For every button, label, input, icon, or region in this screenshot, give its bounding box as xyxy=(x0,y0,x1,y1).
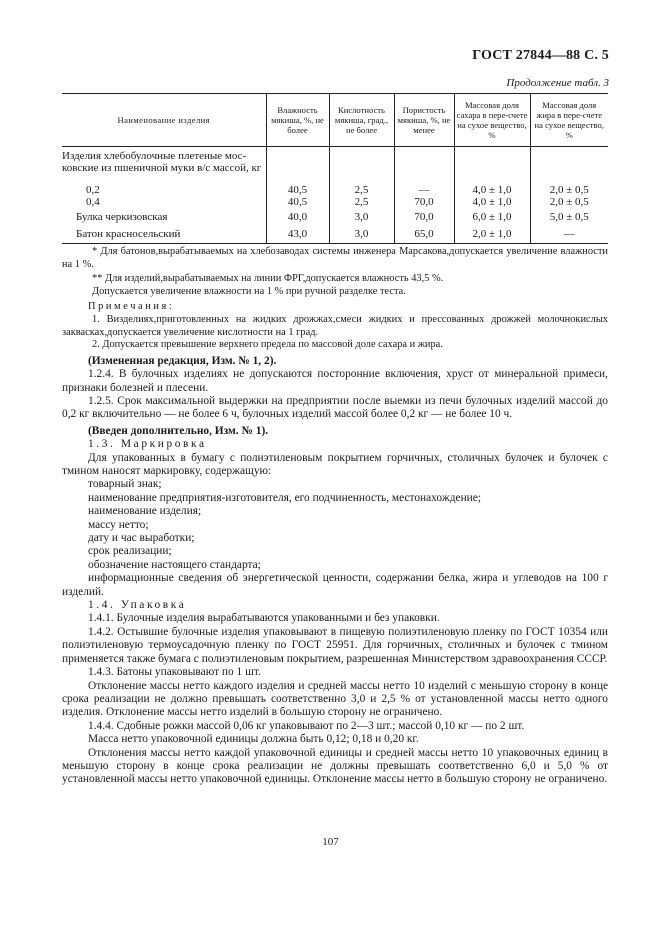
table-cell: 4,0 ± 1,0 xyxy=(454,176,530,196)
table-cell: 40,5 xyxy=(266,176,329,196)
list-item: срок реализации; xyxy=(88,545,172,558)
standard-header: ГОСТ 27844—88 С. 5 xyxy=(472,48,609,63)
column-header: Массовая доля сахара в пере-счете на сухое вещество, % xyxy=(454,94,530,147)
table-cell: 6,0 ± 1,0 xyxy=(454,208,530,223)
table-cell xyxy=(329,147,394,177)
table-row xyxy=(62,196,608,208)
paragraph: 1.4.4. Сдобные рожки массой 0,06 кг упаковывают по 2—3 шт.; массой 0,10 кг — по 2 шт. xyxy=(88,719,525,732)
paragraph: 1.2.4. В булочных изделиях не допускаются посторонние включения, хруст от минеральной примеси, признаки болезней и плесени. xyxy=(62,368,608,394)
paragraph: 1.2.5. Срок максимальной выдержки на предприятии после выемки из печи булочных изделий массой до 0,2 кг включительно — не более 6 ч, булочных изделий массой более 0,2 кг — не более 10 ч. xyxy=(62,394,608,421)
table-cell: 70,0 xyxy=(394,208,454,223)
note-item: 1. Визделиях,приготовленных на жидких дрожжах,смеси жидких и прессованных дрожжей молочнокислых заквасках,допускается увеличение кислотности на 1 град. xyxy=(62,313,608,338)
footnote: * Для батонов,вырабатываемых на хлебозаводах системы инженера Марсакова,допускается увеличение влажности на 1 %. xyxy=(62,246,608,270)
list-item: обозначение настоящего стандарта; xyxy=(88,558,261,571)
paragraph: 1.4.3. Батоны упаковывают по 1 шт. xyxy=(88,666,261,679)
table-cell: 2,5 xyxy=(329,196,394,208)
table-row xyxy=(62,147,608,177)
table-row xyxy=(62,176,608,196)
table-cell: Изделия хлебобулочные плетеные мос-ковские из пшеничной муки в/с массой, кг xyxy=(62,150,262,174)
list-item: информационные сведения об энергетической ценности, содержании белка, жира и углеводов на 100 г изделий. xyxy=(62,572,608,598)
column-header: Массовая доля жира в пере-счете на сухое вещество, % xyxy=(530,94,608,147)
table-cell: 2,5 xyxy=(329,176,394,196)
column-header: Кислотность мякиша, град., не более xyxy=(329,94,394,147)
note-item: 2. Допускается превышение верхнего предела по массовой доле сахара и жира. xyxy=(92,339,443,351)
table-cell: 2,0 ± 0,5 xyxy=(530,176,608,196)
list-item: наименование изделия; xyxy=(88,505,202,518)
paragraph: Для упакованных в бумагу с полиэтиленовым покрытием горчичных, столичных булочек и булочек с тмином наносят маркировку, содержащую: xyxy=(62,451,608,477)
section-heading: 1.4. Упаковка xyxy=(88,599,187,612)
table-cell: Булка черкизовская xyxy=(76,211,168,223)
table-cell: 40,0 xyxy=(266,208,329,223)
properties-table xyxy=(62,93,608,244)
table-row xyxy=(62,223,608,244)
table-cell: — xyxy=(530,223,608,244)
list-item: массу нетто; xyxy=(88,518,149,531)
footnote: ** Для изделий,вырабатываемых на линии ФРГ,допускается влажность 43,5 %. xyxy=(92,273,444,285)
table-cell: 3,0 xyxy=(329,223,394,244)
list-item: наименование предприятия-изготовителя, его подчиненность, местонахождение; xyxy=(88,491,481,504)
table-cell: 5,0 ± 0,5 xyxy=(530,208,608,223)
column-header: Влажность мякиша, %, не более xyxy=(266,94,329,147)
table-header-row xyxy=(62,94,608,147)
table-cell: 70,0 xyxy=(394,196,454,208)
table-cell: 4,0 ± 1,0 xyxy=(454,196,530,208)
notes-title: Примечания: xyxy=(88,301,175,313)
table-cell: 65,0 xyxy=(394,223,454,244)
table-cell xyxy=(394,147,454,177)
page-number: 107 xyxy=(322,836,339,848)
table-cell xyxy=(266,147,329,177)
table-row xyxy=(62,208,608,223)
table-cell: 40,5 xyxy=(266,196,329,208)
list-item: товарный знак; xyxy=(88,478,162,491)
column-header: Наименование изделия xyxy=(62,94,266,147)
paragraph: 1.4.2. Остывшие булочные изделия упаковывают в пищевую полиэтиленовую пленку по ГОСТ 10354 или полиэтиленовую термоусадочную пленку по ГОСТ 25951. Для горчичных, столичных и булочек с тмином применяется также бумага с полиэтиленовым покрытием, разрешенная Министерством здравоохранения СССР. xyxy=(62,625,608,665)
section-heading: 1.3. Маркировка xyxy=(88,438,207,451)
table-cell: 3,0 xyxy=(329,208,394,223)
column-header: Пористость мякиша, %, не менее xyxy=(394,94,454,147)
table-cell xyxy=(454,147,530,177)
table-continued-label: Продолжение табл. 3 xyxy=(506,77,609,89)
paragraph: Отклонение массы нетто каждого изделия и средней массы нетто 10 изделий с меньшую сторону в конце срока реализации не должно превышать соответственно 3,0 и 2,5 % от установленной массы нетто одного изделия. Отклонение массы нетто изделий в большую сторону не ограничено. xyxy=(62,679,608,719)
paragraph: Масса нетто упаковочной единицы должна быть 0,12; 0,18 и 0,20 кг. xyxy=(88,733,419,746)
table-cell: 43,0 xyxy=(266,223,329,244)
table-cell: 2,0 ± 1,0 xyxy=(454,223,530,244)
table-cell: Батон красносельский xyxy=(62,223,266,244)
table-cell: 2,0 ± 0,5 xyxy=(530,196,608,208)
table-cell: 0,4 xyxy=(86,196,100,208)
document-body xyxy=(62,246,608,787)
table-cell xyxy=(530,147,608,177)
table-cell: — xyxy=(394,176,454,196)
table-cell: 0,2 xyxy=(86,184,100,196)
amendment-note: (Измененная редакция, Изм. № 1, 2). xyxy=(88,354,277,367)
footnote: Допускается увеличение влажности на 1 % при ручной разделке теста. xyxy=(92,285,406,297)
paragraph: 1.4.1. Булочные изделия вырабатываются упакованными и без упаковки. xyxy=(88,612,440,625)
paragraph: Отклонения массы нетто каждой упаковочной единицы и средней массы нетто 10 упаковочных единиц в меньшую сторону в конце срока реализации не должны превышать соответственно 6,0 и 5,0 % от установленной массы нетто упаковочной единицы. Отклонение массы нетто в большую сторону не ограничено. xyxy=(62,746,608,786)
list-item: дату и час выработки; xyxy=(88,532,195,545)
amendment-note: (Введен дополнительно, Изм. № 1). xyxy=(88,424,269,437)
